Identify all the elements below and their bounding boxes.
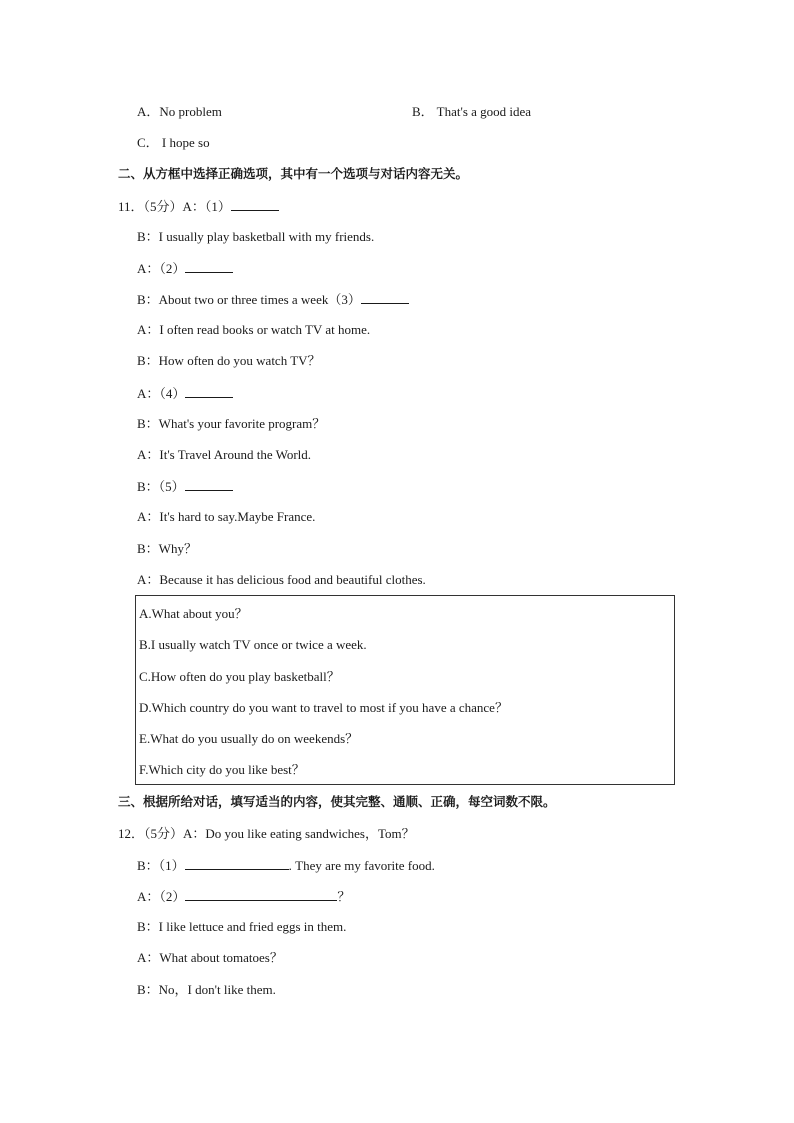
answer-blank-12-2[interactable]	[185, 887, 337, 901]
dialogue-line	[137, 384, 233, 403]
dialogue-text: B：About two or three times a week（3）	[137, 292, 361, 307]
section-3-heading: 三、根据所给对话，填写适当的内容，使其完整、通顺、正确，每空词数不限。	[118, 794, 556, 809]
question-11	[118, 197, 279, 216]
answer-blank-1[interactable]	[231, 197, 279, 211]
option-c: C． I hope so	[137, 135, 210, 150]
dialogue-line	[137, 259, 233, 278]
dialogue-line: B：I like lettuce and fried eggs in them.	[137, 919, 347, 934]
dialogue-line: A：It's hard to say.Maybe France.	[137, 509, 316, 524]
options-box	[135, 595, 675, 785]
box-option-d: D.Which country do you want to travel to most if you have a chance？	[139, 700, 508, 715]
answer-blank-3[interactable]	[361, 290, 409, 304]
dialogue-line: A：Because it has delicious food and beautiful clothes.	[137, 572, 426, 587]
dialogue-text: A：（2）	[137, 261, 186, 276]
dialogue-line: B：No，I don't like them.	[137, 982, 276, 997]
box-option-b: B.I usually watch TV once or twice a week.	[139, 637, 367, 652]
dialogue-text: . They are my favorite food.	[288, 858, 435, 873]
answer-blank-12-1[interactable]	[185, 856, 289, 870]
dialogue-line: B：Why？	[137, 541, 197, 556]
dialogue-text: A：（2）	[137, 889, 186, 904]
answer-blank-5[interactable]	[185, 477, 233, 491]
option-a: A．No problem	[137, 104, 222, 119]
question-12: 12．（5分）A：Do you like eating sandwiches，Tom？	[118, 826, 415, 841]
dialogue-line	[137, 887, 350, 906]
dialogue-line: A：What about tomatoes？	[137, 950, 283, 965]
section-2-heading: 二、从方框中选择正确选项，其中有一个选项与对话内容无关。	[118, 166, 469, 181]
option-b: B． That's a good idea	[412, 104, 532, 119]
dialogue-text: B：（5）	[137, 479, 185, 494]
dialogue-text: B：（1）	[137, 858, 185, 873]
dialogue-line	[137, 477, 233, 496]
answer-blank-2[interactable]	[185, 259, 233, 273]
dialogue-line: A：I often read books or watch TV at home.	[137, 322, 371, 337]
dialogue-line	[137, 856, 435, 875]
question-11-prefix: 11．（5分）A：（1）	[118, 199, 231, 214]
box-option-a: A.What about you？	[139, 606, 248, 621]
dialogue-line: A：It's Travel Around the World.	[137, 447, 312, 462]
dialogue-line: B：How often do you watch TV？	[137, 353, 321, 368]
dialogue-text: A：（4）	[137, 386, 186, 401]
dialogue-line: B：I usually play basketball with my friends.	[137, 229, 375, 244]
dialogue-text: ？	[337, 889, 351, 904]
box-option-c: C.How often do you play basketball？	[139, 669, 340, 684]
box-option-f: F.Which city do you like best？	[139, 762, 305, 777]
dialogue-line	[137, 290, 409, 309]
dialogue-line: B：What's your favorite program？	[137, 416, 326, 431]
answer-blank-4[interactable]	[185, 384, 233, 398]
box-option-e: E.What do you usually do on weekends？	[139, 731, 359, 746]
